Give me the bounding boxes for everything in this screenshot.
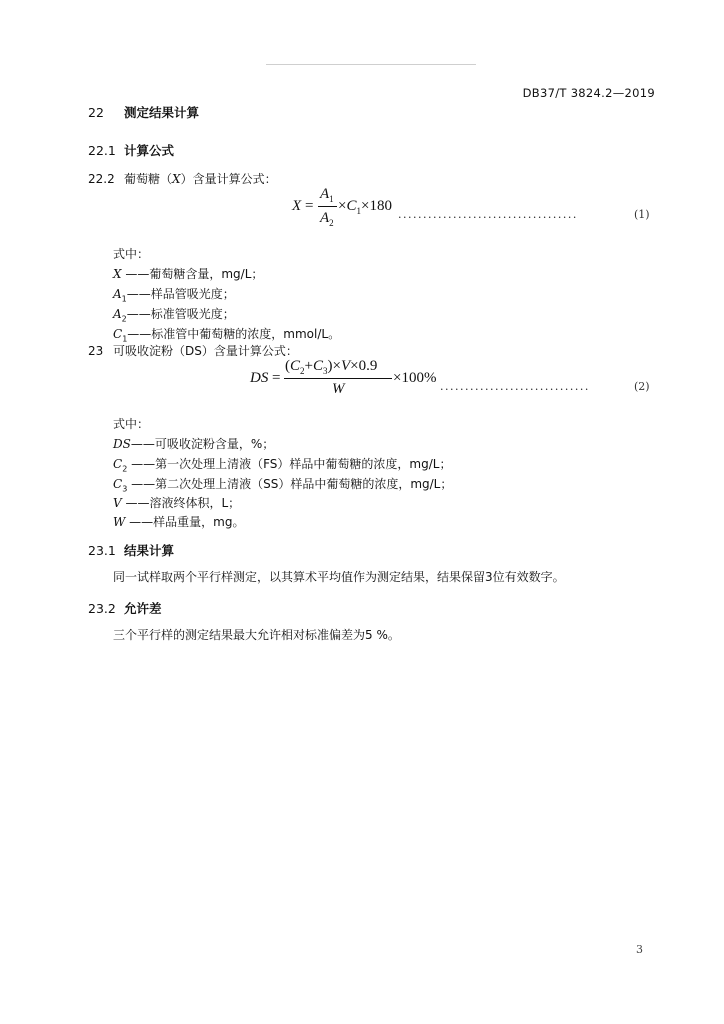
where1-item: X ——葡萄糖含量，mg/L； [113, 267, 264, 281]
formula2-leader-dots: .............................. [440, 380, 590, 393]
section-number: 22 [88, 105, 104, 120]
where1-item: $C_1——$标准管中葡萄糖的浓度，mmol/L。 [113, 327, 341, 344]
section-title: 允许差 [124, 601, 162, 616]
formula2-tail: ×100% [393, 370, 437, 386]
formula2-fraction-bar [284, 378, 392, 379]
where2-item: $C_2$ ——第一次处理上清液（FS）样品中葡萄糖的浓度，mg/L； [113, 457, 452, 474]
where2-item: $C_3$ ——第二次处理上清液（SS）样品中葡萄糖的浓度，mg/L； [113, 477, 453, 494]
section-22-1-heading [88, 141, 174, 159]
where2-label: 式中： [113, 417, 150, 431]
formula2-numerator: $(C_2+C_3)\times V\times 0.9$ [285, 358, 378, 376]
section-number: 23 [88, 344, 104, 358]
formula1-numerator: $A_1$ [320, 186, 334, 204]
formula2-denominator: W [332, 381, 345, 397]
section-23-2-body: 三个平行样的测定结果最大允许相对标准偏差为5 %。 [113, 628, 400, 642]
section-title: 可吸收淀粉（DS）含量计算公式： [113, 344, 298, 358]
section-number: 22.2 [88, 172, 115, 186]
intro-text-tail: ）含量计算公式： [180, 172, 277, 186]
where1-item: $A_1——$样品管吸光度； [113, 287, 235, 304]
intro-variable: X [172, 172, 181, 186]
section-title: 测定结果计算 [124, 105, 200, 120]
formula1-fraction-bar [318, 206, 337, 207]
header-rule [266, 64, 476, 65]
where1-item: $A_2——$标准管吸光度； [113, 307, 235, 324]
formula1-tail: $\times C_1\times 180$ [338, 198, 392, 216]
where1-label: 式中： [113, 247, 150, 261]
section-title: 结果计算 [124, 543, 175, 558]
formula1-equals: = [305, 198, 314, 214]
formula2-number: (2) [634, 380, 650, 393]
section-22-heading [88, 103, 199, 121]
section-23-2-heading [88, 599, 162, 617]
where2-item: W ——样品重量，mg。 [113, 515, 245, 529]
formula2-lhs: DS [250, 370, 269, 386]
section-number: 23.1 [88, 543, 116, 558]
document-code: DB37/T 3824.2—2019 [522, 86, 655, 100]
section-22-2-line [88, 170, 277, 187]
formula2-equals: = [272, 370, 281, 386]
formula1-number: (1) [634, 208, 650, 221]
formula1-leader-dots: .................................... [398, 208, 578, 221]
formula1-denominator: $A_2$ [320, 210, 334, 228]
section-number: 23.2 [88, 601, 116, 616]
where2-item: DS——可吸收淀粉含量，%； [113, 437, 275, 451]
page-number: 3 [636, 943, 643, 956]
section-title: 计算公式 [124, 143, 175, 158]
section-number: 22.1 [88, 143, 116, 158]
intro-text: 葡萄糖（ [124, 172, 173, 186]
section-23-line [88, 342, 298, 359]
formula1-lhs: X [292, 198, 302, 214]
where2-item: V ——溶液终体积，L； [113, 496, 241, 510]
section-23-1-body: 同一试样取两个平行样测定，以其算术平均值作为测定结果，结果保留3位有效数字。 [113, 570, 565, 584]
section-23-1-heading [88, 541, 174, 559]
